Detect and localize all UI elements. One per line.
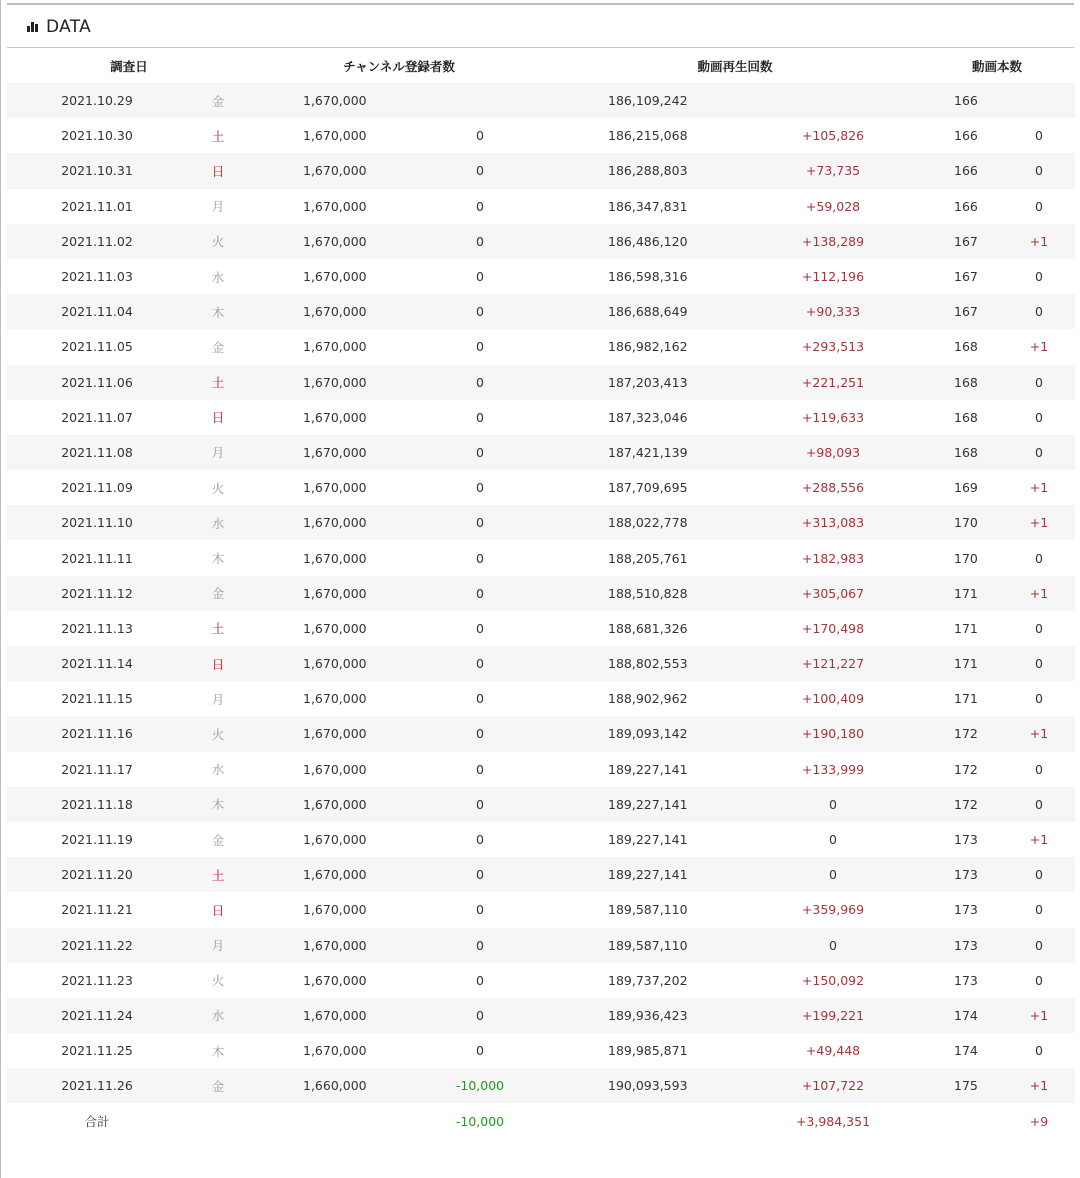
subscribers-delta-cell: 0 xyxy=(476,444,484,460)
views-delta-cell: +199,221 xyxy=(801,1007,865,1023)
views-cell: 189,227,141 xyxy=(608,796,688,812)
subscribers-delta-cell: 0 xyxy=(476,726,484,742)
subscribers-delta-cell: 0 xyxy=(476,902,484,918)
table-row xyxy=(7,1033,1075,1068)
videos-delta-cell: 0 xyxy=(1035,796,1043,812)
table-row xyxy=(7,857,1075,892)
views-delta-cell xyxy=(763,83,903,118)
videos-cell: 168 xyxy=(954,409,978,425)
table-row xyxy=(7,576,1075,611)
videos-cell: 168 xyxy=(954,339,978,355)
weekday-cell: 水 xyxy=(211,515,225,531)
views-cell: 187,203,413 xyxy=(608,374,688,390)
views-delta-cell: +107,722 xyxy=(801,1078,865,1094)
date-cell: 2021.11.15 xyxy=(61,691,133,707)
table-row xyxy=(7,505,1075,540)
views-delta-cell: +182,983 xyxy=(801,550,865,566)
date-cell: 2021.10.31 xyxy=(61,163,133,179)
views-delta-cell: 0 xyxy=(829,832,837,848)
views-cell: 188,802,553 xyxy=(608,656,688,672)
videos-delta-cell: 0 xyxy=(1035,444,1043,460)
weekday-cell: 木 xyxy=(211,551,225,567)
date-cell: 2021.11.01 xyxy=(61,198,133,214)
date-cell: 2021.11.09 xyxy=(61,480,133,496)
table-row xyxy=(7,118,1075,153)
subscribers-cell: 1,670,000 xyxy=(303,1043,367,1059)
subscribers-delta-cell: 0 xyxy=(476,656,484,672)
views-cell: 188,681,326 xyxy=(608,620,688,636)
weekday-cell: 金 xyxy=(211,586,225,602)
total-row xyxy=(7,1103,1075,1138)
views-cell: 189,093,142 xyxy=(608,726,688,742)
weekday-cell: 木 xyxy=(211,797,225,813)
table-row xyxy=(7,752,1075,787)
subscribers-delta-cell: -10,000 xyxy=(455,1078,505,1094)
weekday-cell: 月 xyxy=(211,445,225,461)
videos-delta-cell: 0 xyxy=(1035,198,1043,214)
subscribers-delta-cell: 0 xyxy=(476,972,484,988)
weekday-cell: 火 xyxy=(211,480,225,496)
views-cell: 189,227,141 xyxy=(608,867,688,883)
subscribers-cell: 1,670,000 xyxy=(303,832,367,848)
views-cell: 186,598,316 xyxy=(608,269,688,285)
table-row xyxy=(7,259,1075,294)
views-cell: 188,902,962 xyxy=(608,691,688,707)
subscribers-cell: 1,670,000 xyxy=(303,93,367,109)
table-header xyxy=(7,48,1075,83)
date-cell: 2021.11.14 xyxy=(61,656,133,672)
videos-delta-cell: 0 xyxy=(1035,128,1043,144)
subscribers-delta-cell: 0 xyxy=(476,339,484,355)
videos-delta-cell: 0 xyxy=(1035,656,1043,672)
subscribers-delta-cell: 0 xyxy=(476,198,484,214)
header-videos: 動画本数 xyxy=(971,58,1022,74)
table-row xyxy=(7,822,1075,857)
table-row xyxy=(7,470,1075,505)
table-row xyxy=(7,435,1075,470)
subscribers-cell: 1,670,000 xyxy=(303,128,367,144)
videos-cell: 171 xyxy=(954,620,978,636)
views-cell: 186,109,242 xyxy=(608,93,688,109)
table-row xyxy=(7,681,1075,716)
date-cell: 2021.11.03 xyxy=(61,269,133,285)
videos-delta-cell: 0 xyxy=(1035,902,1043,918)
weekday-cell: 日 xyxy=(211,656,225,672)
videos-delta-cell: 0 xyxy=(1035,269,1043,285)
videos-delta-cell: +1 xyxy=(1029,515,1049,531)
subscribers-cell: 1,670,000 xyxy=(303,163,367,179)
views-cell: 186,982,162 xyxy=(608,339,688,355)
subscribers-delta-cell: 0 xyxy=(476,796,484,812)
videos-cell: 172 xyxy=(954,796,978,812)
total-subscribers-delta: -10,000 xyxy=(455,1113,505,1129)
date-cell: 2021.11.06 xyxy=(61,374,133,390)
subscribers-delta-cell: 0 xyxy=(476,550,484,566)
videos-cell: 174 xyxy=(954,1043,978,1059)
subscribers-cell: 1,670,000 xyxy=(303,585,367,601)
views-cell: 187,323,046 xyxy=(608,409,688,425)
weekday-cell: 日 xyxy=(211,410,225,426)
subscribers-cell: 1,670,000 xyxy=(303,902,367,918)
weekday-cell: 日 xyxy=(211,902,225,918)
views-cell: 189,936,423 xyxy=(608,1007,688,1023)
videos-delta-cell: +1 xyxy=(1029,832,1049,848)
table-row xyxy=(7,400,1075,435)
views-delta-cell: +190,180 xyxy=(801,726,865,742)
videos-delta-cell: 0 xyxy=(1035,620,1043,636)
videos-cell: 172 xyxy=(954,726,978,742)
views-cell: 186,688,649 xyxy=(608,304,688,320)
table-row xyxy=(7,294,1075,329)
header-subscribers: チャンネル登録者数 xyxy=(343,58,455,74)
table-row xyxy=(7,998,1075,1033)
videos-delta-cell: +1 xyxy=(1029,585,1049,601)
date-cell: 2021.11.10 xyxy=(61,515,133,531)
views-cell: 187,709,695 xyxy=(608,480,688,496)
date-cell: 2021.11.07 xyxy=(61,409,133,425)
subscribers-delta-cell: 0 xyxy=(476,867,484,883)
date-cell: 2021.11.26 xyxy=(61,1078,133,1094)
subscribers-delta-cell: 0 xyxy=(476,1043,484,1059)
subscribers-cell: 1,670,000 xyxy=(303,937,367,953)
subscribers-delta-cell: 0 xyxy=(476,515,484,531)
views-delta-cell: +138,289 xyxy=(801,233,865,249)
date-cell: 2021.10.29 xyxy=(61,93,133,109)
videos-cell: 173 xyxy=(954,902,978,918)
views-cell: 186,347,831 xyxy=(608,198,688,214)
total-label: 合計 xyxy=(84,1114,110,1130)
subscribers-delta-cell: 0 xyxy=(476,937,484,953)
date-cell: 2021.10.30 xyxy=(61,128,133,144)
videos-cell: 173 xyxy=(954,867,978,883)
date-cell: 2021.11.25 xyxy=(61,1043,133,1059)
subscribers-delta-cell: 0 xyxy=(476,233,484,249)
views-delta-cell: 0 xyxy=(829,867,837,883)
subscribers-delta-cell: 0 xyxy=(476,128,484,144)
videos-delta-cell: +1 xyxy=(1029,233,1049,249)
videos-cell: 166 xyxy=(954,198,978,214)
subscribers-delta-cell: 0 xyxy=(476,409,484,425)
views-delta-cell: 0 xyxy=(829,796,837,812)
videos-delta-cell: 0 xyxy=(1035,550,1043,566)
table-row xyxy=(7,83,1075,118)
subscribers-cell: 1,670,000 xyxy=(303,620,367,636)
subscribers-delta-cell: 0 xyxy=(476,269,484,285)
views-cell: 190,093,593 xyxy=(608,1078,688,1094)
subscribers-cell: 1,670,000 xyxy=(303,972,367,988)
weekday-cell: 土 xyxy=(211,375,225,391)
views-delta-cell: +90,333 xyxy=(805,304,861,320)
videos-delta-cell: +1 xyxy=(1029,726,1049,742)
date-cell: 2021.11.13 xyxy=(61,620,133,636)
videos-cell: 171 xyxy=(954,691,978,707)
date-cell: 2021.11.05 xyxy=(61,339,133,355)
videos-delta-cell: +1 xyxy=(1029,1078,1049,1094)
weekday-cell: 水 xyxy=(211,269,225,285)
views-delta-cell: +100,409 xyxy=(801,691,865,707)
views-cell: 188,510,828 xyxy=(608,585,688,601)
date-cell: 2021.11.16 xyxy=(61,726,133,742)
weekday-cell: 土 xyxy=(211,621,225,637)
subscribers-cell: 1,670,000 xyxy=(303,867,367,883)
videos-cell: 166 xyxy=(954,163,978,179)
weekday-cell: 日 xyxy=(211,163,225,179)
weekday-cell: 木 xyxy=(211,304,225,320)
table-body xyxy=(7,83,1075,1103)
views-delta-cell: +121,227 xyxy=(801,656,865,672)
date-cell: 2021.11.24 xyxy=(61,1007,133,1023)
views-cell: 186,215,068 xyxy=(608,128,688,144)
subscribers-cell: 1,670,000 xyxy=(303,1007,367,1023)
views-delta-cell: +105,826 xyxy=(801,128,865,144)
videos-delta-cell: 0 xyxy=(1035,304,1043,320)
subscribers-cell: 1,670,000 xyxy=(303,726,367,742)
subscribers-cell: 1,670,000 xyxy=(303,761,367,777)
subscribers-delta-cell: 0 xyxy=(476,374,484,390)
videos-delta-cell: +1 xyxy=(1029,480,1049,496)
weekday-cell: 水 xyxy=(211,1008,225,1024)
date-cell: 2021.11.18 xyxy=(61,796,133,812)
subscribers-cell: 1,670,000 xyxy=(303,480,367,496)
views-cell: 188,205,761 xyxy=(608,550,688,566)
table-row xyxy=(7,365,1075,400)
videos-cell: 173 xyxy=(954,937,978,953)
views-cell: 187,421,139 xyxy=(608,444,688,460)
views-delta-cell: +221,251 xyxy=(801,374,865,390)
date-cell: 2021.11.11 xyxy=(61,550,133,566)
date-cell: 2021.11.23 xyxy=(61,972,133,988)
videos-cell: 170 xyxy=(954,515,978,531)
table-row xyxy=(7,928,1075,963)
views-delta-cell: +133,999 xyxy=(801,761,865,777)
videos-cell: 174 xyxy=(954,1007,978,1023)
views-cell: 186,486,120 xyxy=(608,233,688,249)
date-cell: 2021.11.20 xyxy=(61,867,133,883)
table-row xyxy=(7,1068,1075,1103)
date-cell: 2021.11.22 xyxy=(61,937,133,953)
subscribers-delta-cell: 0 xyxy=(476,163,484,179)
weekday-cell: 金 xyxy=(211,1078,225,1094)
videos-cell: 170 xyxy=(954,550,978,566)
views-delta-cell: +98,093 xyxy=(805,444,861,460)
weekday-cell: 金 xyxy=(211,93,225,109)
views-delta-cell: +49,448 xyxy=(805,1043,861,1059)
subscribers-delta-cell: 0 xyxy=(476,691,484,707)
table-row xyxy=(7,716,1075,751)
subscribers-delta-cell: 0 xyxy=(476,620,484,636)
bar-chart-icon xyxy=(27,22,39,32)
videos-cell: 175 xyxy=(954,1078,978,1094)
subscribers-cell: 1,670,000 xyxy=(303,339,367,355)
views-delta-cell: +73,735 xyxy=(805,163,861,179)
views-cell: 189,227,141 xyxy=(608,832,688,848)
weekday-cell: 火 xyxy=(211,234,225,250)
data-table xyxy=(7,48,1075,1139)
weekday-cell: 土 xyxy=(211,128,225,144)
videos-delta-cell: +1 xyxy=(1029,339,1049,355)
views-cell: 189,985,871 xyxy=(608,1043,688,1059)
date-cell: 2021.11.19 xyxy=(61,832,133,848)
views-delta-cell: +112,196 xyxy=(801,269,865,285)
videos-delta-cell: 0 xyxy=(1035,374,1043,390)
table-row xyxy=(7,329,1075,364)
videos-cell: 168 xyxy=(954,444,978,460)
subscribers-delta-cell: 0 xyxy=(476,304,484,320)
views-delta-cell: +288,556 xyxy=(801,480,865,496)
subscribers-delta-cell: 0 xyxy=(476,480,484,496)
total-views-delta: +3,984,351 xyxy=(795,1113,871,1129)
views-delta-cell: +119,633 xyxy=(801,409,865,425)
videos-delta-cell: +1 xyxy=(1029,1007,1049,1023)
videos-cell: 166 xyxy=(954,93,978,109)
videos-delta-cell: 0 xyxy=(1035,867,1043,883)
views-cell: 188,022,778 xyxy=(608,515,688,531)
subscribers-cell: 1,670,000 xyxy=(303,409,367,425)
subscribers-cell: 1,670,000 xyxy=(303,515,367,531)
table-row xyxy=(7,540,1075,575)
date-cell: 2021.11.02 xyxy=(61,233,133,249)
views-delta-cell: +59,028 xyxy=(805,198,861,214)
subscribers-cell: 1,660,000 xyxy=(303,1078,367,1094)
videos-cell: 171 xyxy=(954,585,978,601)
subscribers-delta-cell xyxy=(430,83,530,118)
videos-delta-cell: 0 xyxy=(1035,937,1043,953)
subscribers-cell: 1,670,000 xyxy=(303,198,367,214)
videos-cell: 173 xyxy=(954,832,978,848)
header-date: 調査日 xyxy=(110,58,148,74)
panel-header xyxy=(7,6,1074,48)
table-row xyxy=(7,611,1075,646)
videos-delta-cell: 0 xyxy=(1035,972,1043,988)
views-delta-cell: +305,067 xyxy=(801,585,865,601)
total-videos-delta: +9 xyxy=(1029,1113,1049,1129)
videos-cell: 167 xyxy=(954,269,978,285)
subscribers-cell: 1,670,000 xyxy=(303,796,367,812)
weekday-cell: 金 xyxy=(211,339,225,355)
subscribers-cell: 1,670,000 xyxy=(303,691,367,707)
table-row xyxy=(7,787,1075,822)
videos-delta-cell: 0 xyxy=(1035,761,1043,777)
subscribers-delta-cell: 0 xyxy=(476,832,484,848)
views-cell: 189,587,110 xyxy=(608,902,688,918)
table-row xyxy=(7,224,1075,259)
videos-delta-cell: 0 xyxy=(1035,691,1043,707)
weekday-cell: 水 xyxy=(211,762,225,778)
videos-cell: 166 xyxy=(954,128,978,144)
videos-cell: 167 xyxy=(954,304,978,320)
table-row xyxy=(7,963,1075,998)
videos-cell: 171 xyxy=(954,656,978,672)
subscribers-cell: 1,670,000 xyxy=(303,550,367,566)
subscribers-cell: 1,670,000 xyxy=(303,444,367,460)
videos-cell: 169 xyxy=(954,480,978,496)
subscribers-delta-cell: 0 xyxy=(476,585,484,601)
weekday-cell: 土 xyxy=(211,867,225,883)
views-cell: 189,227,141 xyxy=(608,761,688,777)
table-row xyxy=(7,189,1075,224)
weekday-cell: 金 xyxy=(211,832,225,848)
date-cell: 2021.11.21 xyxy=(61,902,133,918)
panel-title: DATA xyxy=(46,16,91,37)
table-row xyxy=(7,153,1075,188)
subscribers-cell: 1,670,000 xyxy=(303,233,367,249)
subscribers-cell: 1,670,000 xyxy=(303,656,367,672)
views-cell: 186,288,803 xyxy=(608,163,688,179)
weekday-cell: 木 xyxy=(211,1043,225,1059)
weekday-cell: 月 xyxy=(211,938,225,954)
date-cell: 2021.11.04 xyxy=(61,304,133,320)
weekday-cell: 火 xyxy=(211,973,225,989)
views-delta-cell: +313,083 xyxy=(801,515,865,531)
weekday-cell: 火 xyxy=(211,726,225,742)
views-delta-cell: +359,969 xyxy=(801,902,865,918)
subscribers-cell: 1,670,000 xyxy=(303,269,367,285)
views-cell: 189,737,202 xyxy=(608,972,688,988)
date-cell: 2021.11.17 xyxy=(61,761,133,777)
date-cell: 2021.11.08 xyxy=(61,444,133,460)
views-delta-cell: +150,092 xyxy=(801,972,865,988)
subscribers-cell: 1,670,000 xyxy=(303,374,367,390)
weekday-cell: 月 xyxy=(211,199,225,215)
date-cell: 2021.11.12 xyxy=(61,585,133,601)
header-views: 動画再生回数 xyxy=(697,58,773,74)
videos-delta-cell: 0 xyxy=(1035,1043,1043,1059)
videos-delta-cell xyxy=(1019,83,1059,118)
videos-cell: 168 xyxy=(954,374,978,390)
videos-delta-cell: 0 xyxy=(1035,163,1043,179)
top-border xyxy=(7,3,1074,5)
videos-cell: 172 xyxy=(954,761,978,777)
views-delta-cell: +170,498 xyxy=(801,620,865,636)
views-cell: 189,587,110 xyxy=(608,937,688,953)
videos-delta-cell: 0 xyxy=(1035,409,1043,425)
subscribers-delta-cell: 0 xyxy=(476,1007,484,1023)
videos-cell: 167 xyxy=(954,233,978,249)
table-row xyxy=(7,892,1075,927)
videos-cell: 173 xyxy=(954,972,978,988)
table-row xyxy=(7,646,1075,681)
subscribers-cell: 1,670,000 xyxy=(303,304,367,320)
views-delta-cell: 0 xyxy=(829,937,837,953)
weekday-cell: 月 xyxy=(211,691,225,707)
subscribers-delta-cell: 0 xyxy=(476,761,484,777)
views-delta-cell: +293,513 xyxy=(801,339,865,355)
